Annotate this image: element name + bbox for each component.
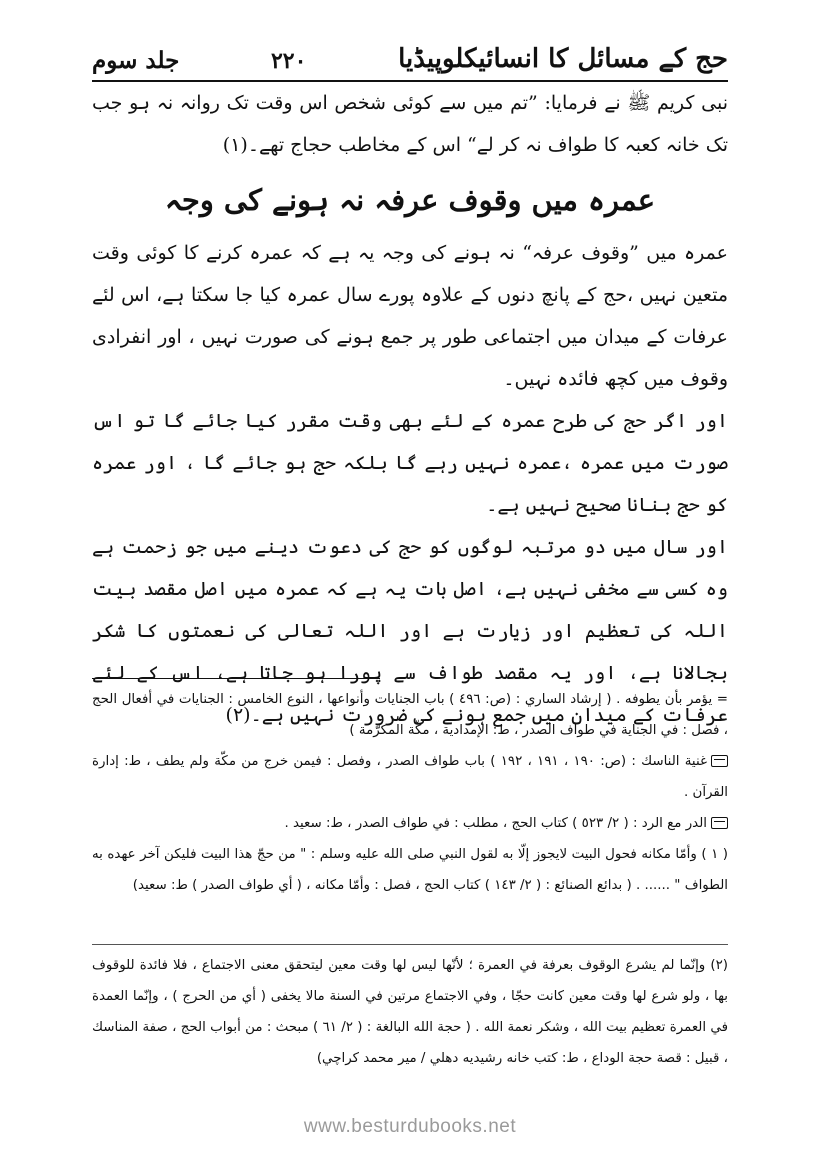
reference-book-icon (711, 817, 728, 829)
main-text (92, 82, 728, 736)
paragraph-3: اور سال میں دو مرتبہ لوگوں کو حج کی دعوت دینے میں جو زحمت ہے وہ کسی سے مخفی نہیں ہے، اصل بات یہ ہے کہ عمرہ میں اصل مقصد بیت اللہ کی تعظیم اور زیارت ہے اور اللہ تعالی کی نعمتوں کا شکر بجالانا ہے، اور یہ مقصد طواف سے پورا ہو جاتا ہے، اس کے لئے عرفات کے میدان میں جمع ہونے کی ضرورت نہیں ہے۔(۲) (92, 536, 728, 726)
paragraph-2: اور اگر حج کی طرح عمرہ کے لئے بھی وقت مقرر کیا جائے گا تو اس صورت میں عمرہ ،عمرہ نہیں رہے گا بلکہ حج ہو جائے گا ، اور عمرہ کو حج بنانا صحیح نہیں ہے۔ (92, 410, 728, 516)
volume-label: جلد سوم (92, 47, 180, 74)
footnotes-block-2 (92, 950, 728, 1074)
intro-paragraph: نبی کریم ﷺ نے فرمایا: ”تم میں سے کوئی شخص اس وقت تک روانہ نہ ہو جب تک خانہ کعبہ کا طواف نہ کر لے“ اس کے مخاطب حجاج تھے۔(۱) (92, 92, 728, 156)
page-header (92, 26, 728, 74)
website-watermark: www.besturdubooks.net (303, 1116, 517, 1137)
footnote-text: غنية الناسك : (ص: ١٩٠ ، ١٩١ ، ١٩٢ ) باب طواف الصدر ، وفصل : فيمن خرج من مكّة ولم يطف ، ط: إدارة القرآن . (92, 754, 728, 800)
footnote-separator (92, 944, 728, 945)
book-title: حج کے مسائل کا انسائیکلوپیڈیا (398, 44, 728, 74)
paragraph-1: عمرہ میں ”وقوف عرفہ“ نہ ہونے کی وجہ یہ ہے کہ عمرہ کرنے کا کوئی وقت متعین نہیں ،حج کے پانچ دنوں کے علاوہ پورے سال عمرہ کیا جا سکتا ہے، اس لئے عرفات کے میدان میں اجتماعی طور پر جمع ہونے کی صورت نہیں ، اور انفرادی وقوف میں کچھ فائدہ نہیں۔ (92, 242, 728, 390)
footnote (92, 746, 728, 808)
section-heading: عمرہ میں وقوف عرفہ نہ ہونے کی وجہ (164, 183, 656, 217)
footnote: (٢) وإنّما لم يشرع الوقوف بعرفة في العمرة ؛ لأنّها ليس لها وقت معين ليتحقق معنى الاجتماع ، فلا فائدة للوقوف بها ، ولو شرع لها وقت معين كانت حجّا ، وفي الاجتماع مرتين في السنة مالا يخفى ( أي من الحرج ) ، وإنّما العمدة في العمرة تعظيم بيت الله ، وشكر نعمة الله . ( حجة الله البالغة : ( ٢/ ٦١ ) مبحث : من أبواب الحج ، صفة المناسك ، قبيل : قصة حجة الوداع ، ط: كتب خانه رشيديه دهلي / مير محمد كراچي) (92, 958, 728, 1066)
page-number: ۲۲۰ (270, 48, 307, 74)
footnote (92, 808, 728, 839)
reference-book-icon (711, 755, 728, 767)
footnote: ( ١ ) وأمّا مكانه فحول البيت لايجوز إلّا به لقول النبي صلى الله عليه وسلم : " من حجّ هذا البيت فليكن آخر عهده به الطواف " ...... . ( بدائع الصنائع : ( ٢/ ١٤٣ ) كتاب الحج ، فصل : وأمّا مكانه ، ( أي طواف الصدر ) ط: سعيد) (92, 847, 728, 893)
footnote-text: الدر مع الرد : ( ٢/ ٥٢٣ ) كتاب الحج ، مطلب : في طواف الصدر ، ط: سعيد . (284, 816, 707, 831)
footnote: = يؤمر بأن يطوفه . ( إرشاد الساري : (ص: ٤٩٦ ) باب الجنايات وأنواعها ، النوع الخامس : الجنايات في أفعال الحج ، فصل : في الجناية في طواف الصدر ، ط: الإمدادية ، مكّة المكرّمة ) (92, 692, 729, 738)
footnotes-block-1 (92, 684, 728, 901)
footnote-rule (92, 678, 380, 679)
